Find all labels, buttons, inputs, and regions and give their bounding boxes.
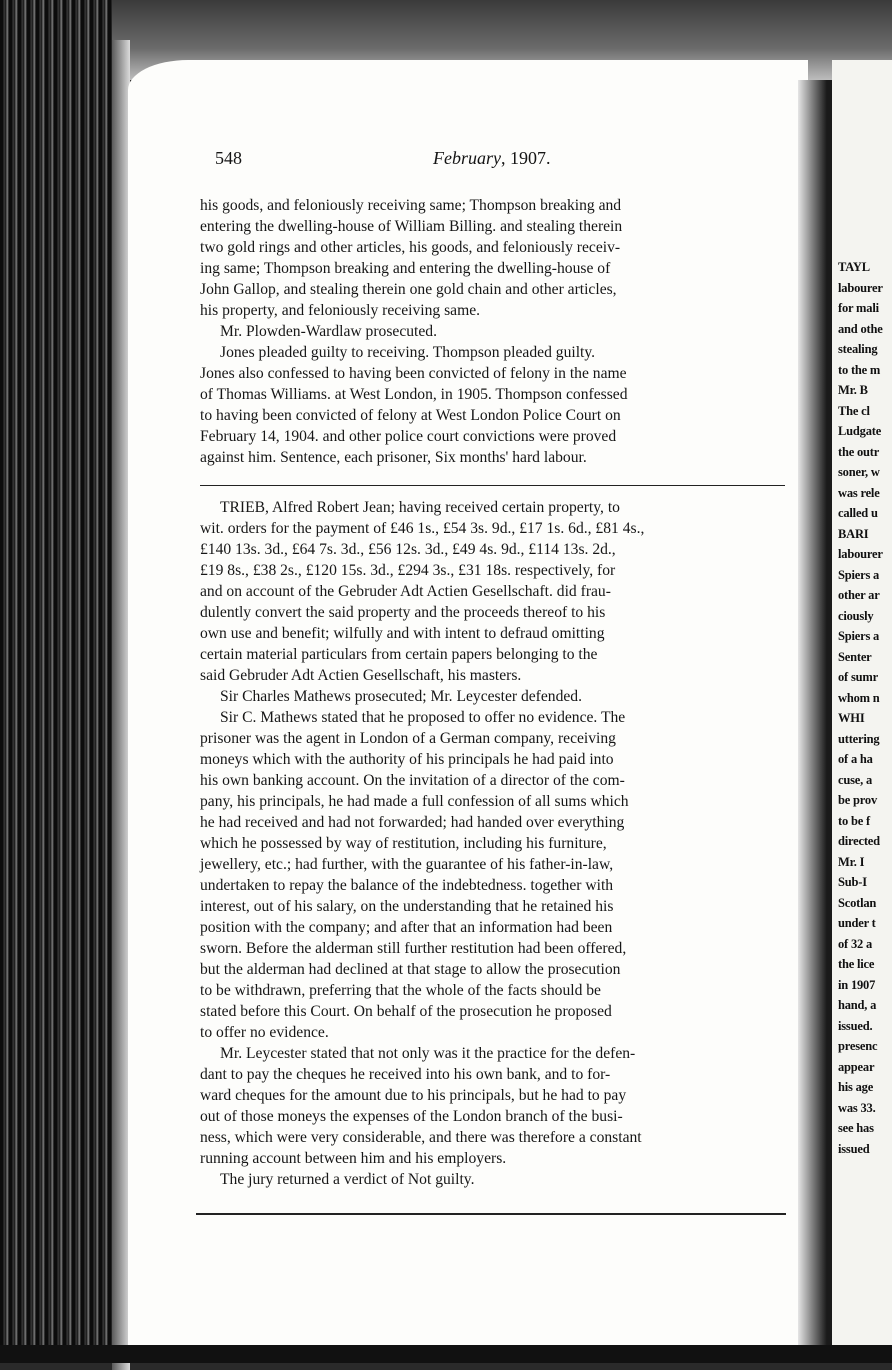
text-line: prisoner was the agent in London of a German company, receiving [200,730,616,747]
running-head-year: 1907. [509,148,551,168]
text-line: ward cheques for the amount due to his principals, but he had to pay [200,1087,627,1104]
text-line: February 14, 1904. and other police court convictions were proved [200,428,617,445]
facing-page-text: hand, a [838,998,877,1012]
text-line: entering the dwelling-house of William Billing. and stealing therein [200,218,623,235]
text-line: his own banking account. On the invitation of a director of the com- [200,772,625,789]
facing-page-text: Scotlan [838,895,877,910]
facing-page-text: cuse, a [838,772,873,787]
facing-page-text: in 1907 [838,977,876,992]
facing-page-text: BARI [838,526,869,541]
text-line: Jones pleaded guilty to receiving. Thompson pleaded guilty. [220,344,596,361]
text-line: Sir Charles Mathews prosecuted; Mr. Leycester defended. [220,688,583,705]
text-line: dant to pay the cheques he received into his own bank, and to for- [200,1066,611,1083]
text-line: dulently convert the said property and the proceeds thereof to his [200,604,606,621]
text-line: sworn. Before the alderman still further restitution had been offered, [200,940,627,957]
text-line: The jury returned a verdict of Not guilty. [220,1171,475,1188]
running-head: February, 1907. [433,148,551,168]
text-line: own use and benefit; wilfully and with intent to defraud omitting [200,625,605,642]
text-line: pany, his principals, he had made a full confession of all sums which [200,793,629,810]
text-line: Mr. Leycester stated that not only was it the practice for the defen- [220,1045,636,1062]
facing-page-text: Sub-I [838,875,867,889]
scan-bottom-border [0,1345,892,1363]
facing-page-text: Spiers a [838,567,880,582]
facing-page-text: to be f [838,813,870,828]
text-line: two gold rings and other articles, his goods, and feloniously receiv- [200,239,621,256]
facing-page-text: labourer [838,280,883,295]
text-line: £140 13s. 3d., £64 7s. 3d., £56 12s. 3d., £49 4s. 9d., £114 13s. 2d., [200,541,616,558]
text-line: which he possessed by way of restitution, including his furniture, [200,835,607,852]
text-line: out of those moneys the expenses of the London branch of the busi- [200,1108,623,1125]
text-line: but the alderman had declined at that stage to allow the prosecution [200,961,621,978]
facing-page-text: soner, w [838,465,880,479]
facing-page-text: Ludgate [838,424,882,438]
text-line: said Gebruder Adt Actien Gesellschaft, his masters. [200,667,522,684]
facing-page-text: appear [838,1059,875,1074]
facing-page-text: for mali [838,301,879,315]
facing-page-text: issued. [838,1018,873,1033]
facing-page-text: see has [838,1121,874,1135]
text-line: TRIEB, Alfred Robert Jean; having received certain property, to [220,499,620,516]
facing-page-text: under t [838,916,876,930]
facing-page-fragment [832,60,892,1363]
text-line: undertaken to repay the balance of the indebtedness. together with [200,877,614,894]
text-line: moneys which with the authority of his principals he had paid into [200,751,614,768]
text-line: ing same; Thompson breaking and entering the dwelling-house of [200,260,611,277]
facing-page-text: other ar [838,588,880,602]
facing-page-text: to the m [838,362,881,377]
page-header [215,148,775,172]
text-line: to be withdrawn, preferring that the whole of the facts should be [200,982,601,999]
text-line: he had received and had not forwarded; had handed over everything [200,814,625,831]
page-number: 548 [215,148,242,168]
facing-page-text: Senter [838,649,872,664]
text-line: ness, which were very considerable, and there was therefore a constant [200,1129,642,1146]
text-line: stated before this Court. On behalf of the prosecution he proposed [200,1003,612,1020]
facing-page-text: labourer [838,547,883,561]
facing-page-text: of a ha [838,752,873,766]
facing-page-text: issued [838,1141,870,1156]
text-line: his property, and feloniously receiving same. [200,302,481,319]
text-line: against him. Sentence, each prisoner, Six months' hard labour. [200,449,587,466]
text-line: his goods, and feloniously receiving same; Thompson breaking and [200,197,622,214]
facing-page-text: of 32 a [838,936,873,951]
facing-page-text: ciously [838,608,874,623]
text-line: to offer no evidence. [200,1024,329,1041]
text-line: £19 8s., £38 2s., £120 15s. 3d., £294 3s., £31 18s. respectively, for [200,562,616,579]
text-line: Mr. Plowden-Wardlaw prosecuted. [220,323,438,340]
facing-page-text: WHI [838,711,865,725]
facing-page-text: called u [838,506,878,520]
text-line: John Gallop, and stealing therein one gold chain and other articles, [200,281,617,298]
facing-page-text: the lice [838,957,875,971]
facing-page-text: be prov [838,793,877,807]
text-line: of Thomas Williams. at West London, in 1905. Thompson confessed [200,386,628,403]
facing-page-text: the outr [838,444,880,459]
facing-page-text: Spiers a [838,629,880,643]
text-line: jewellery, etc.; had further, with the guarantee of his father-in-law, [200,856,614,873]
facing-page-text: TAYL [838,260,870,274]
facing-page-text: The cl [838,403,870,418]
text-line: Sir C. Mathews stated that he proposed to offer no evidence. The [220,709,626,726]
text-line: running account between him and his employers. [200,1150,507,1167]
text-line: and on account of the Gebruder Adt Actien Gesellschaft. did frau- [200,583,611,600]
text-line: interest, out of his salary, on the understanding that he retained his [200,898,614,915]
section-divider [200,485,785,486]
facing-page-text: was rele [838,485,880,500]
text-line: certain material particulars from certain papers belonging to the [200,646,598,663]
end-rule [196,1213,786,1215]
facing-page-text: uttering [838,731,880,746]
running-head-month: February [433,148,501,168]
facing-page-text: stealing [838,342,878,356]
facing-page-text: his age [838,1080,874,1094]
facing-page-text: and othe [838,321,883,336]
facing-page-text: Mr. I [838,854,865,869]
facing-page-text: presenc [838,1039,878,1053]
book-binding-gutter [0,0,112,1363]
facing-page-text: whom n [838,690,880,705]
text-line: Jones also confessed to having been convicted of felony in the name [200,365,627,382]
text-line: to having been convicted of felony at West London Police Court on [200,407,621,424]
facing-page-text: directed [838,834,880,848]
facing-page-text: was 33. [838,1100,876,1115]
facing-page-text: Mr. B [838,383,868,397]
text-line: wit. orders for the payment of £46 1s., £54 3s. 9d., £17 1s. 6d., £81 4s., [200,520,645,537]
text-line: position with the company; and after that an information had been [200,919,613,936]
facing-page-text: of sumr [838,670,878,684]
